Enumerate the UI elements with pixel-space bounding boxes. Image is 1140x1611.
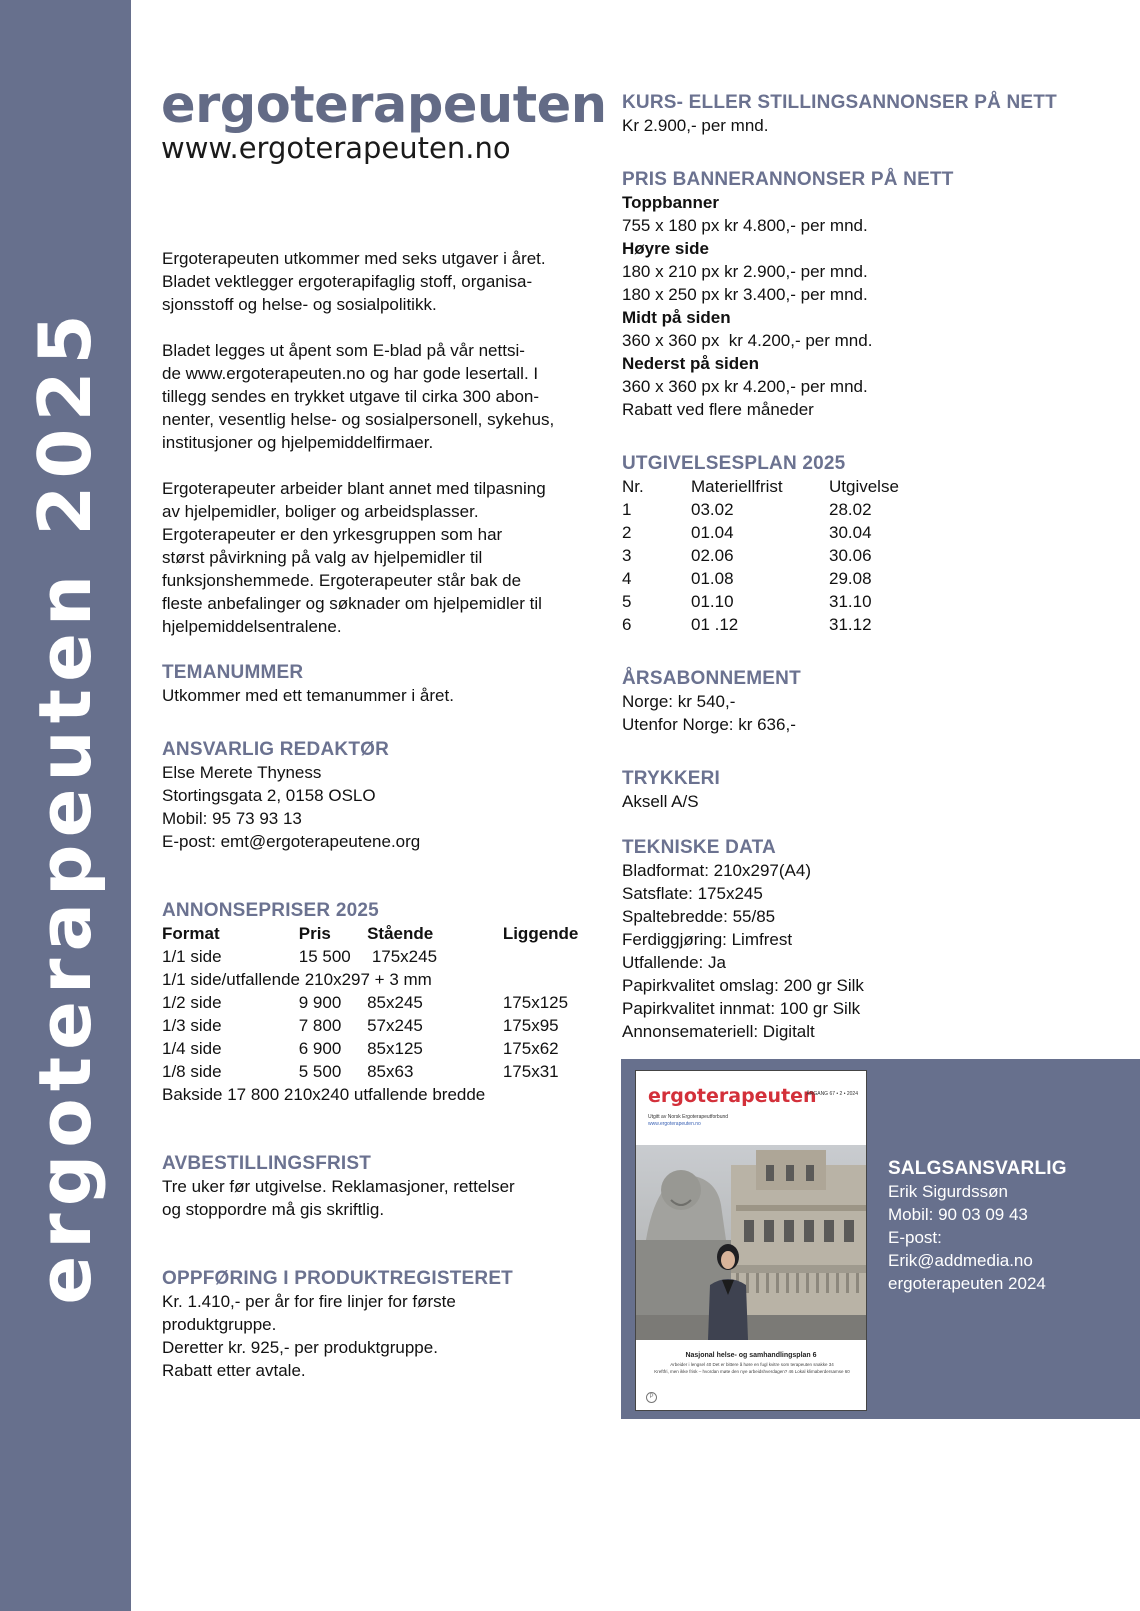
schedule-heading: UTGIVELSESPLAN 2025	[622, 453, 846, 474]
sidebar-title: ergoterapeuten 2025	[23, 307, 107, 1305]
editor-section: ANSVARLIG REDAKTØR Else Merete Thyness Stortingsgata 2, 0158 OSLO Mobil: 95 73 93 13 E-post: emt@ergoterapeutene.org	[162, 738, 592, 853]
magazine-title: ergoterapeuten	[161, 76, 607, 135]
temanummer-heading: TEMANUMMER	[162, 662, 304, 683]
sales-panel	[621, 1059, 1140, 1419]
editor-heading: ANSVARLIG REDAKTØR	[162, 739, 390, 760]
table-row: 5 01.10 31.10	[622, 592, 872, 611]
table-row: 1/1 side/utfallende 210x297 + 3 mm	[162, 970, 432, 989]
course-ads-section: KURS- ELLER STILLINGSANNONSER PÅ NETT Kr 2.900,- per mnd.	[622, 91, 1082, 137]
subscription-heading: ÅRSABONNEMENT	[622, 668, 801, 689]
table-row: 1/1 side 15 500 175x245	[162, 947, 438, 966]
left-column	[162, 247, 592, 1382]
table-row: 4 01.08 29.08	[622, 569, 872, 588]
product-register-heading: OPPFØRING I PRODUKTREGISTERET	[162, 1268, 513, 1289]
intro-paragraph-3: Ergoterapeuter arbeider blant annet med tilpasning av hjelpemidler, boliger og arbeidsplasser. Ergoterapeuter er den yrkesgruppen som har størst påvirkning på valg av hjelpemidler til funksjonshemmede. Ergoterapeuter står bak de fleste anbefalinger og søknader om hjelpemidler til hjelpemiddelsentralene.	[162, 479, 546, 636]
intro-paragraph-1: Ergoterapeuten utkommer med seks utgaver i året. Bladet vektlegger ergoterapifaglig stoff, organisa- sjonsstoff og helse- og sosialpolitikk.	[162, 249, 546, 314]
table-row: 1 03.02 28.02	[622, 500, 872, 519]
cancellation-section: AVBESTILLINGSFRIST Tre uker før utgivelse. Reklamasjoner, rettelser og stoppordre må gis skriftlig.	[162, 1152, 592, 1221]
printer-section: TRYKKERI Aksell A/S	[622, 767, 1082, 813]
ad-prices-section	[162, 899, 592, 1106]
table-row: 1/3 side 7 800 57x245 175x95	[162, 1016, 559, 1035]
subscription-section: ÅRSABONNEMENT Norge: kr 540,- Utenfor Norge: kr 636,-	[622, 667, 1082, 736]
cover-headline: Nasjonal helse- og samhandlingsplan 6	[685, 1352, 817, 1359]
table-row: 6 01 .12 31.12	[622, 615, 872, 634]
cover-issue: ÅRGANG 67 • 2 • 2024	[806, 1091, 858, 1097]
magazine-url: www.ergoterapeuten.no	[161, 131, 511, 165]
cover-photo	[636, 1145, 866, 1340]
cancellation-heading: AVBESTILLINGSFRIST	[162, 1153, 372, 1174]
schedule-header-row: Nr. Materiellfrist Utgivelse	[622, 477, 899, 496]
technical-data-section: TEKNISKE DATA Bladformat: 210x297(A4) Satsflate: 175x245 Spaltebredde: 55/85 Ferdiggjøring: Limfrest Utfallende: Ja Papirkvalitet omslag: 200 gr Silk Papirkvalitet innmat: 100 gr Silk Annonsemateriell: Digitalt	[622, 836, 1082, 1043]
product-register-section: OPPFØRING I PRODUKTREGISTERET Kr. 1.410,- per år for fire linjer for første produktgruppe. Deretter kr. 925,- per produktgruppe. Rabatt etter avtale.	[162, 1267, 592, 1382]
sales-heading: SALGSANSVARLIG	[888, 1158, 1067, 1179]
cover-title: ergoterapeuten	[648, 1085, 817, 1107]
technical-data-heading: TEKNISKE DATA	[622, 837, 776, 858]
course-ads-heading: KURS- ELLER STILLINGSANNONSER PÅ NETT	[622, 92, 1057, 113]
table-row: 1/8 side 5 500 85x63 175x31	[162, 1062, 559, 1081]
table-row: 1/4 side 6 900 85x125 175x62	[162, 1039, 559, 1058]
magazine-cover-image	[635, 1070, 867, 1411]
publisher-logo-icon: P	[646, 1392, 657, 1403]
ad-prices-heading: ANNONSEPRISER 2025	[162, 900, 379, 921]
sidebar-band	[0, 0, 131, 1611]
intro-paragraph-2: Bladet legges ut åpent som E-blad på vår nettsi- de www.ergoterapeuten.no og har gode lesertall. I tillegg sendes en trykket utgave til cirka 300 abon- nenter, vesentlig helse- og sosialpersonell, sykehus, institusjoner og hjelpemiddelfirmaer.	[162, 341, 555, 452]
cover-teaser-1: Arbeider i lengsel 40 Det er bittere å høre en fugl kvitre som terapeuten snakke 34	[670, 1362, 834, 1367]
schedule-section	[622, 452, 1082, 636]
table-row: 2 01.04 30.04	[622, 523, 872, 542]
banner-heading: PRIS BANNERANNONSER PÅ NETT	[622, 169, 954, 190]
table-row: 1/2 side 9 900 85x245 175x125	[162, 993, 569, 1012]
sales-contact: SALGSANSVARLIG Erik Sigurdssøn Mobil: 90 03 09 43 E-post: Erik@addmedia.no ergoterapeuten 2024	[888, 1157, 1128, 1295]
table-row: 3 02.06 30.06	[622, 546, 872, 565]
temanummer-section: TEMANUMMER Utkommer med ett temanummer i året.	[162, 661, 592, 707]
cover-url: www.ergoterapeuten.no	[648, 1121, 701, 1127]
printer-heading: TRYKKERI	[622, 768, 721, 789]
table-row: Bakside 17 800 210x240 utfallende bredde	[162, 1085, 486, 1104]
cover-tagline: Utgitt av Norsk Ergoterapeutforbund	[648, 1114, 729, 1120]
banner-section: PRIS BANNERANNONSER PÅ NETT Toppbanner 755 x 180 px kr 4.800,- per mnd. Høyre side 180 x 210 px kr 2.900,- per mnd. 180 x 250 px kr 3.400,- per mnd. Midt på siden 360 x 360 px kr 4.200,- per mnd. Nederst på siden 360 x 360 px kr 4.200,- per mnd. Rabatt ved flere måneder	[622, 168, 1082, 421]
ad-prices-header-row: Format Pris Stående Liggende	[162, 924, 579, 943]
right-column	[622, 91, 1082, 1043]
cover-teaser-2: Kreftfri, men ikke frisk – hvordan møte den nye arbeidshverdagen? 46 Lokal klimaberdersamse 60	[654, 1369, 850, 1374]
